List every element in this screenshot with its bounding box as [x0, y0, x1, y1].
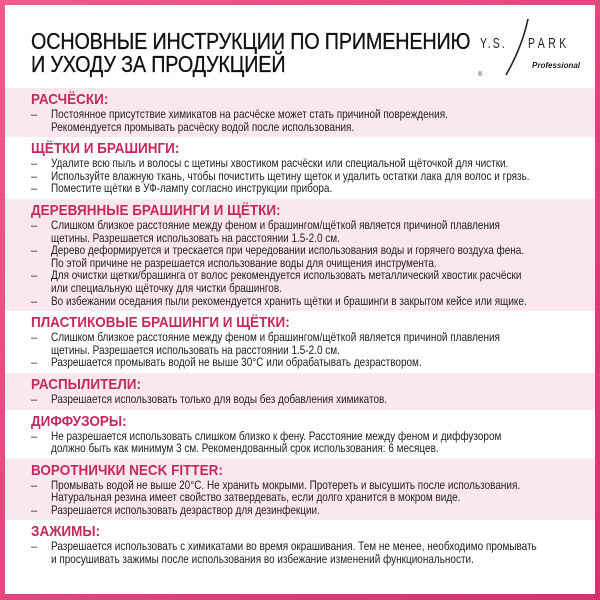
bullet-dash: – — [31, 170, 38, 183]
bullet-item — [31, 109, 595, 134]
bullet-item — [31, 270, 595, 295]
bullet-item — [31, 183, 595, 196]
bullet-item — [31, 296, 595, 309]
bullet-text-line: и просушивать зажимы после использования во избежание изменений функциональности. — [51, 553, 474, 567]
section-title: РАСЧЁСКИ: — [31, 91, 109, 108]
section-title: РАСПЫЛИТЕЛИ: — [31, 375, 142, 393]
section — [5, 88, 595, 137]
bullet-dash: – — [31, 393, 38, 406]
bullet-text-line: щетины. Разрешается использовать на расстоянии 1.5-2.0 см. — [51, 343, 340, 357]
header — [5, 5, 595, 88]
bullet-item — [31, 541, 595, 566]
bullet-item — [31, 245, 595, 270]
bullet-text-line: щетины. Разрешается использовать на расстоянии 1.5-2.0 см. — [51, 231, 340, 245]
logo-text-left: Y.S. — [480, 35, 507, 52]
bullet-text-line: Разрешается промывать водой не выше 30°С или обрабатывать дезраствором. — [51, 356, 422, 370]
bullet-item — [31, 332, 595, 357]
bullet-text-line: Поместите щётки в УФ-лампу согласно инструкции прибора. — [51, 182, 333, 196]
bullet-text-line: Для очистки щетки/брашинга от волос рекомендуется использовать металлический хвостик расчёски — [51, 269, 522, 283]
page-title — [31, 30, 470, 76]
bullet-item — [31, 357, 595, 370]
section — [5, 137, 595, 199]
bullet-dash: – — [31, 158, 38, 171]
bullet-item — [31, 505, 595, 518]
logo-text-right: PARK — [528, 35, 570, 52]
bullet-item — [31, 431, 595, 456]
bullet-dash: – — [31, 245, 38, 258]
section-title: ПЛАСТИКОВЫЕ БРАШИНГИ И ЩЁТКИ: — [31, 314, 290, 332]
bullet-text-line: Удалите всю пыль и волосы с щетины хвостиком расчёски или специальной щёточкой для чистки. — [51, 157, 509, 171]
title-line: И УХОДУ ЗА ПРОДУКЦИЕЙ — [31, 51, 286, 77]
bullet-dash: – — [31, 295, 38, 308]
section — [5, 311, 595, 373]
bullet-text-line: Разрешается использовать дезраствор для дезинфекции. — [51, 503, 320, 517]
sections — [5, 88, 595, 570]
bullet-item — [31, 394, 595, 407]
bullet-text-line: Разрешается использовать с химикатами во время окрашивания. Тем не менее, необходимо промывать — [51, 540, 537, 554]
bullet-text-line: Разрешается использовать только для воды без добавления химикатов. — [51, 392, 388, 406]
bullet-text-line: или специальную щёточку для чистки брашингов. — [51, 281, 282, 295]
bullet-text-line: По этой причине не разрешается использование воды для очищения инструмента. — [51, 256, 437, 270]
bullet-text-line: Рекомендуется промывать расчёску водой после использования. — [51, 120, 355, 134]
instruction-sheet — [5, 5, 595, 594]
section — [5, 410, 595, 459]
bullet-text-line: Промывать водой не выше 20°С. Не хранить мокрыми. Протереть и высушить после использования. — [51, 478, 521, 492]
bullet-text-line: должно быть как минимум 3 см. Рекомендованный срок использования: 6 месяцев. — [51, 442, 439, 456]
registered-mark: ® — [478, 72, 483, 78]
bullet-dash: – — [31, 332, 38, 345]
bullet-dash: – — [31, 541, 38, 554]
bullet-text-line: Натуральная резина имеет свойство затвердевать, если долго хранится в мокром виде. — [51, 491, 461, 505]
bullet-dash: – — [31, 183, 38, 196]
bullet-text-line: Во избежании оседания пыли рекомендуется хранить щётки и брашинги в закрытом кейсе или ящике. — [51, 294, 527, 308]
bullet-text-line: Слишком близкое расстояние между феном и брашингом/щёткой является причиной плавления — [51, 331, 500, 345]
bullet-dash: – — [31, 430, 38, 443]
bullet-dash: – — [31, 479, 38, 492]
bullet-dash: – — [31, 357, 38, 370]
section-title: ДИФФУЗОРЫ: — [31, 412, 127, 430]
bullet-item — [31, 220, 595, 245]
title-line: ОСНОВНЫЕ ИНСТРУКЦИИ ПО ПРИМЕНЕНИЮ — [31, 28, 471, 54]
bullet-dash: – — [31, 219, 38, 232]
bullet-text-line: Не разрешается использовать слишком близко к фену. Расстояние между феном и диффузором — [51, 429, 502, 443]
logo-subtitle: Professional — [532, 61, 581, 70]
section — [5, 373, 595, 410]
bullet-text-line: Дерево деформируется и трескается при чередовании использования воды и горячего воздуха фена. — [51, 244, 525, 258]
section-title: ЗАЖИМЫ: — [31, 523, 101, 541]
section-title: ЩЁТКИ И БРАШИНГИ: — [31, 140, 180, 158]
section-title: ДЕРЕВЯННЫЕ БРАШИНГИ И ЩЁТКИ: — [31, 201, 281, 219]
bullet-text-line: Слишком близкое расстояние между феном и брашингом/щёткой является причиной плавления — [51, 218, 500, 232]
section — [5, 199, 595, 311]
bullet-text-line: Используйте влажную ткань, чтобы почистить щетину щеток и удалить остатки лака для волос и грязь. — [51, 169, 530, 183]
section-title: ВОРОТНИЧКИ NECK FITTER: — [31, 461, 223, 479]
brand-logo — [470, 17, 585, 79]
bullet-dash: – — [31, 504, 38, 517]
bullet-text-line: Постоянное присутствие химикатов на расчёске может стать причиной повреждения. — [51, 108, 448, 121]
section — [5, 459, 595, 521]
bullet-dash: – — [31, 270, 38, 283]
section — [5, 520, 595, 569]
bullet-dash: – — [31, 109, 38, 121]
bullet-item — [31, 480, 595, 505]
